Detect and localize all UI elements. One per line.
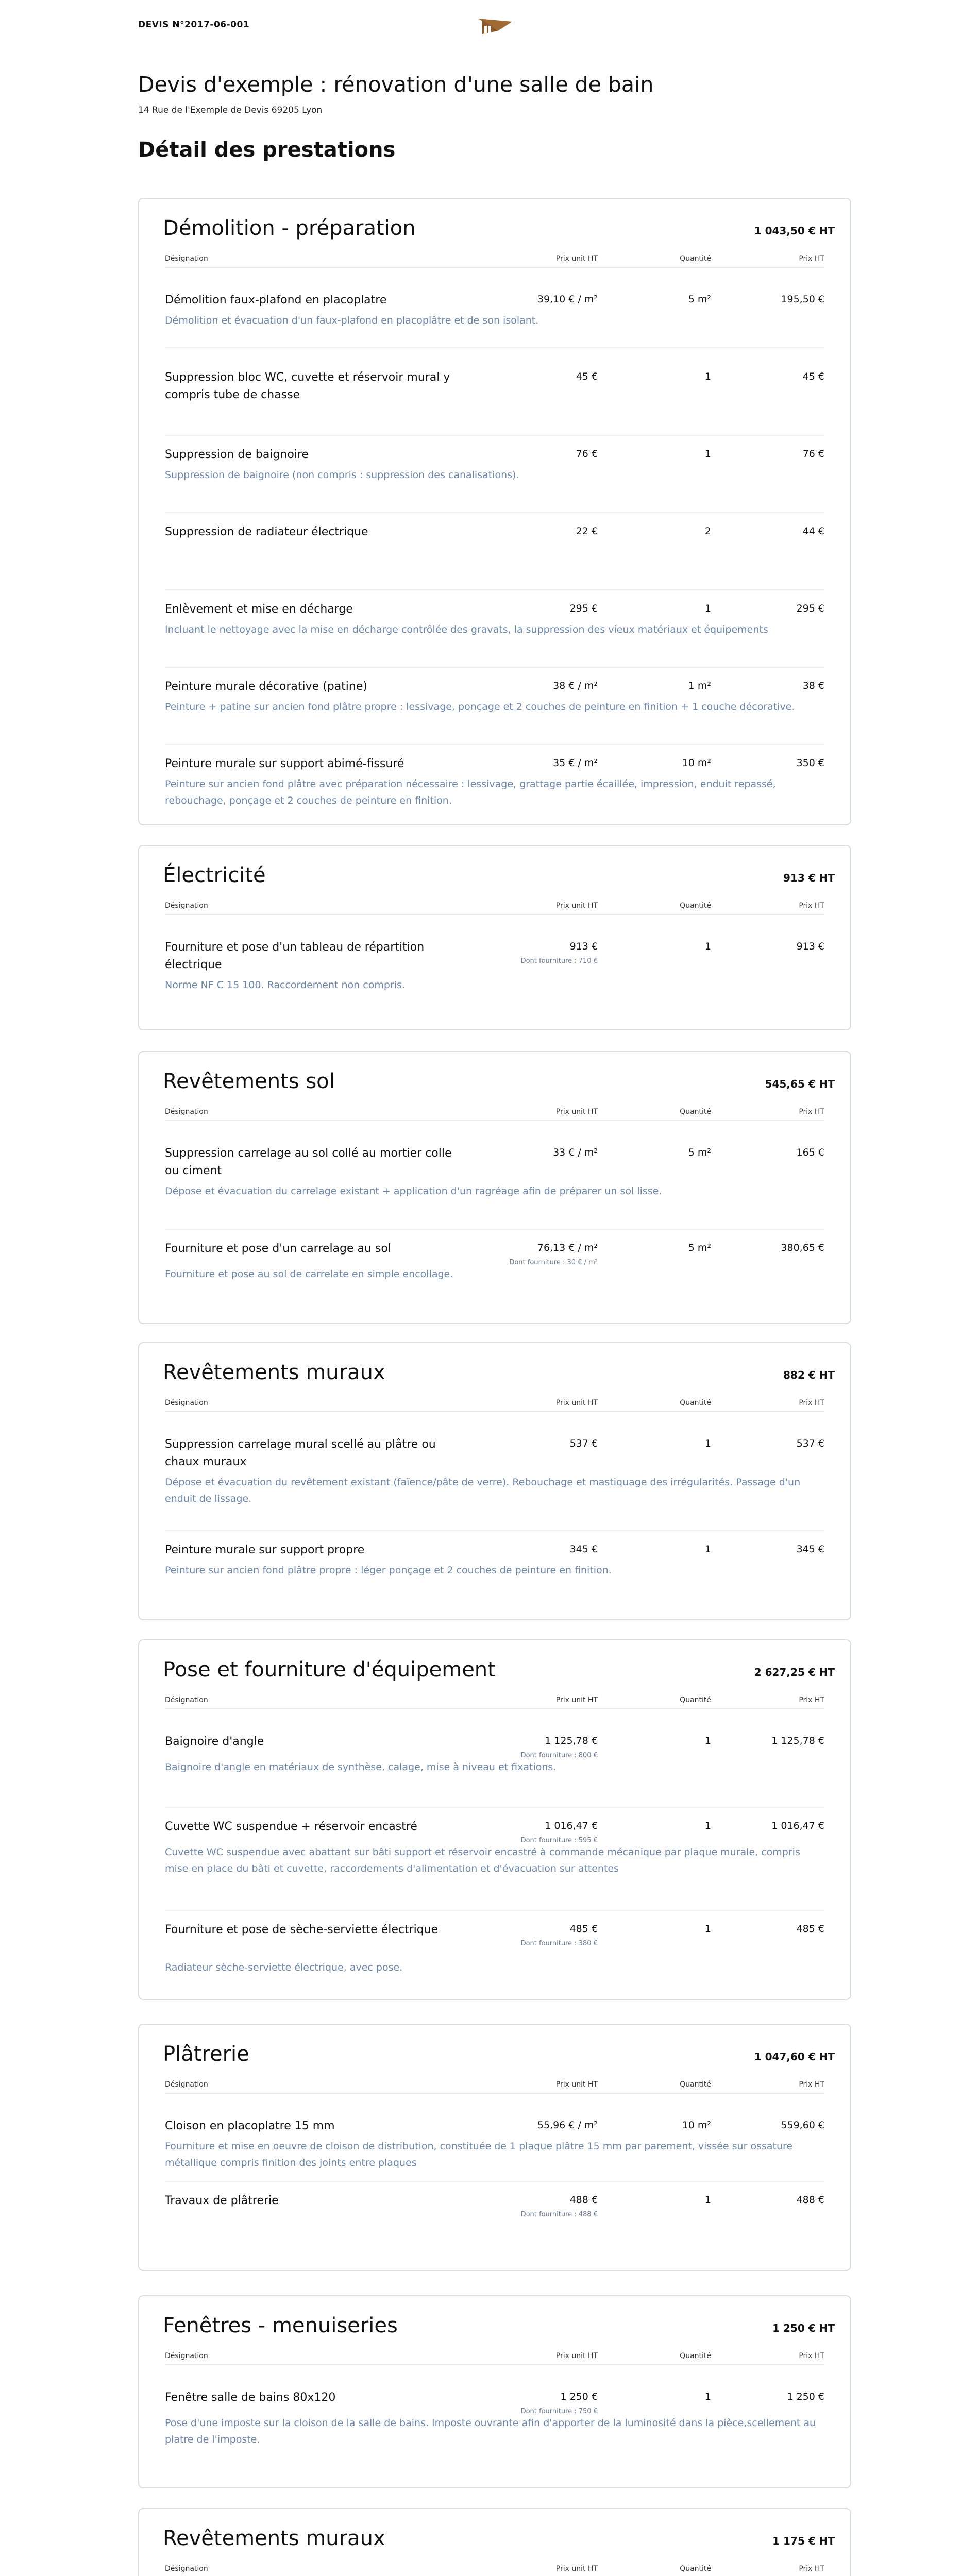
table-row — [165, 601, 824, 668]
item-unit-price: 33 € / m² — [553, 1147, 598, 1158]
section-title: Démolition - préparation — [163, 216, 416, 240]
table-header — [165, 1397, 824, 1412]
quote-number: DEVIS N°2017-06-001 — [138, 20, 250, 30]
item-description: Baignoire d'angle en matériaux de synthèse, calage, mise à niveau et fixations. — [165, 1761, 557, 1773]
item-price: 488 € — [796, 2194, 824, 2206]
column-unit-price: Prix unit HT — [555, 2352, 598, 2360]
table-row — [165, 523, 824, 590]
column-unit-price: Prix unit HT — [555, 1108, 598, 1116]
item-unit-price: 488 € — [569, 2194, 598, 2206]
item-designation: Suppression bloc WC, cuvette et réservoir mural y compris tube de chasse — [165, 371, 450, 401]
item-price: 38 € — [802, 680, 824, 691]
item-description: Dépose et évacuation du revêtement existant (faïence/pâte de verre). Rebouchage et mastiquage des irrégularités. Passage d'un enduit de lissage. — [165, 1477, 801, 1504]
table-row — [165, 755, 824, 822]
section-title: Revêtements sol — [163, 1070, 335, 1093]
item-unit-price: 55,96 € / m² — [537, 2120, 598, 2131]
item-quantity: 1 — [704, 1923, 711, 1935]
item-quantity: 1 — [704, 2194, 711, 2206]
table-header — [165, 1106, 824, 1121]
item-designation: Travaux de plâtrerie — [165, 2194, 279, 2207]
table-header — [165, 2078, 824, 2094]
table-header — [165, 252, 824, 268]
item-designation: Fenêtre salle de bains 80x120 — [165, 2391, 336, 2404]
item-quantity: 1 — [704, 371, 711, 382]
section-total: 1 250 € HT — [772, 2322, 835, 2334]
table-row — [165, 1921, 824, 1993]
table-header — [165, 2350, 824, 2365]
item-quantity: 5 m² — [688, 294, 711, 305]
item-description: Peinture sur ancien fond plâtre propre : léger ponçage et 2 couches de peinture en finition. — [165, 1565, 612, 1576]
item-price: 1 125,78 € — [771, 1735, 824, 1747]
item-quantity: 1 — [704, 1544, 711, 1555]
section-total: 1 043,50 € HT — [754, 225, 835, 237]
item-unit-price: 913 € — [569, 941, 598, 952]
item-description: Peinture + patine sur ancien fond plâtre propre : lessivage, ponçage et 2 couches de peinture en finition + 1 couche décorative. — [165, 701, 795, 713]
item-quantity: 2 — [704, 526, 711, 537]
section-title: Plâtrerie — [163, 2042, 249, 2066]
column-unit-price: Prix unit HT — [555, 1696, 598, 1704]
item-description: Pose d'une imposte sur la cloison de la salle de bains. Imposte ouvrante afin d'apporter de la luminosité dans la pièce,scellement au platre de l'imposte. — [165, 2417, 816, 2445]
section-total: 2 627,25 € HT — [754, 1666, 835, 1679]
item-designation: Peinture murale sur support propre — [165, 1544, 365, 1556]
item-designation: Fourniture et pose d'un carrelage au sol — [165, 1242, 391, 1255]
item-quantity: 10 m² — [682, 2120, 711, 2131]
table-row — [165, 1733, 824, 1808]
item-designation: Cloison en placoplatre 15 mm — [165, 2120, 335, 2132]
column-price: Prix HT — [799, 2080, 824, 2089]
column-designation: Désignation — [165, 2080, 208, 2089]
column-unit-price: Prix unit HT — [555, 255, 598, 263]
item-designation: Cuvette WC suspendue + réservoir encastré — [165, 1820, 417, 1833]
column-designation: Désignation — [165, 2352, 208, 2360]
item-quantity: 1 — [704, 1735, 711, 1747]
section-card — [138, 2508, 851, 2576]
section-header — [163, 2025, 835, 2076]
table-row — [165, 446, 824, 513]
page-title: Devis d'exemple : rénovation d'une salle de bain — [138, 72, 654, 97]
table-row — [165, 292, 824, 348]
item-designation: Suppression de radiateur électrique — [165, 526, 368, 538]
column-quantity: Quantité — [680, 902, 711, 910]
item-unit-price: 76 € — [576, 448, 598, 460]
item-price: 44 € — [802, 526, 824, 537]
section-card — [138, 2295, 851, 2488]
section-card — [138, 2024, 851, 2271]
item-price: 295 € — [796, 603, 824, 614]
item-price: 350 € — [796, 757, 824, 769]
column-unit-price: Prix unit HT — [555, 2080, 598, 2089]
column-quantity: Quantité — [680, 1696, 711, 1704]
item-designation: Peinture murale décorative (patine) — [165, 680, 367, 693]
item-unit-price: 1 016,47 € — [545, 1820, 598, 1832]
item-designation: Fourniture et pose de sèche-serviette électrique — [165, 1923, 439, 1936]
item-supply-note: Dont fourniture : 800 € — [520, 1752, 598, 1759]
house-logo-icon — [477, 15, 513, 37]
table-row — [165, 1436, 824, 1531]
item-quantity: 1 — [704, 603, 711, 614]
column-unit-price: Prix unit HT — [555, 902, 598, 910]
column-designation: Désignation — [165, 2565, 208, 2573]
table-row — [165, 369, 824, 436]
top-bar — [0, 0, 978, 46]
item-quantity: 1 — [704, 448, 711, 460]
item-supply-note: Dont fourniture : 750 € — [520, 2408, 598, 2415]
section-total: 913 € HT — [783, 872, 835, 884]
item-description: Peinture sur ancien fond plâtre avec préparation nécessaire : lessivage, grattage partie écaillée, impression, enduit repassé, rebouchage, ponçage et 2 couches de peinture en finition. — [165, 778, 776, 806]
section-total: 545,65 € HT — [765, 1078, 835, 1090]
section-title: Revêtements muraux — [163, 2527, 385, 2550]
table-header — [165, 900, 824, 915]
section-header — [163, 199, 835, 250]
column-designation: Désignation — [165, 255, 208, 263]
item-designation: Peinture murale sur support abimé-fissuré — [165, 757, 404, 770]
section-total: 1 047,60 € HT — [754, 2050, 835, 2063]
table-row — [165, 939, 824, 1006]
item-description: Norme NF C 15 100. Raccordement non compris. — [165, 979, 405, 991]
item-quantity: 1 m² — [688, 680, 711, 691]
item-price: 1 250 € — [787, 2391, 824, 2402]
column-price: Prix HT — [799, 1696, 824, 1704]
section-card — [138, 1051, 851, 1324]
item-quantity: 1 — [704, 941, 711, 952]
item-designation: Enlèvement et mise en décharge — [165, 603, 353, 616]
item-price: 380,65 € — [781, 1242, 824, 1253]
item-quantity: 1 — [704, 1820, 711, 1832]
item-price: 76 € — [802, 448, 824, 460]
item-designation: Fourniture et pose d'un tableau de répartition électrique — [165, 941, 425, 971]
column-price: Prix HT — [799, 1399, 824, 1407]
item-supply-note: Dont fourniture : 595 € — [520, 1837, 598, 1844]
column-quantity: Quantité — [680, 1399, 711, 1407]
item-unit-price: 345 € — [569, 1544, 598, 1555]
item-unit-price: 485 € — [569, 1923, 598, 1935]
column-quantity: Quantité — [680, 1108, 711, 1116]
column-price: Prix HT — [799, 255, 824, 263]
column-unit-price: Prix unit HT — [555, 1399, 598, 1407]
item-designation: Démolition faux-plafond en placoplatre — [165, 294, 387, 307]
item-quantity: 5 m² — [688, 1242, 711, 1253]
item-description: Cuvette WC suspendue avec abattant sur bâti support et réservoir encastré à commande mécanique par plaque murale, compris mise en place du bâti et cuvette, raccordements d'alimentation et d'évacuation sur attentes — [165, 1846, 800, 1874]
item-designation: Suppression carrelage au sol collé au mortier colle ou ciment — [165, 1147, 452, 1177]
item-unit-price: 1 125,78 € — [545, 1735, 598, 1747]
item-description: Radiateur sèche-serviette électrique, avec pose. — [165, 1962, 403, 1973]
item-description: Démolition et évacuation d'un faux-plafond en placoplâtre et de son isolant. — [165, 315, 539, 326]
column-quantity: Quantité — [680, 2565, 711, 2573]
address: 14 Rue de l'Exemple de Devis 69205 Lyon — [138, 105, 323, 115]
table-header — [165, 1694, 824, 1709]
section-title: Fenêtres - menuiseries — [163, 2314, 398, 2337]
table-row — [165, 1240, 824, 1307]
item-unit-price: 295 € — [569, 603, 598, 614]
quote-header — [138, 72, 859, 115]
item-description: Incluant le nettoyage avec la mise en décharge contrôlée des gravats, la suppression des vieux matériaux et équipements — [165, 624, 768, 635]
item-supply-note: Dont fourniture : 380 € — [520, 1940, 598, 1947]
item-description: Dépose et évacuation du carrelage existant + application d'un ragréage afin de préparer un sol lisse. — [165, 1185, 662, 1197]
item-price: 45 € — [802, 371, 824, 382]
column-quantity: Quantité — [680, 255, 711, 263]
section-header — [163, 2296, 835, 2348]
section-header — [163, 2509, 835, 2561]
item-price: 165 € — [796, 1147, 824, 1158]
item-unit-price: 76,13 € / m² — [537, 1242, 598, 1253]
item-unit-price: 22 € — [576, 526, 598, 537]
item-quantity: 10 m² — [682, 757, 711, 769]
item-unit-price: 537 € — [569, 1438, 598, 1449]
item-quantity: 1 — [704, 2391, 711, 2402]
section-header — [163, 1052, 835, 1104]
column-designation: Désignation — [165, 902, 208, 910]
item-description: Suppression de baignoire (non compris : suppression des canalisations). — [165, 469, 519, 481]
item-supply-note: Dont fourniture : 30 € / m² — [509, 1259, 598, 1266]
table-row — [165, 2389, 824, 2471]
column-price: Prix HT — [799, 2352, 824, 2360]
section-header — [163, 1640, 835, 1692]
section-title: Électricité — [163, 863, 266, 887]
column-designation: Désignation — [165, 1696, 208, 1704]
item-supply-note: Dont fourniture : 488 € — [520, 2211, 598, 2218]
table-row — [165, 1818, 824, 1911]
item-price: 345 € — [796, 1544, 824, 1555]
table-row — [165, 678, 824, 745]
column-unit-price: Prix unit HT — [555, 2565, 598, 2573]
section-card — [138, 1342, 851, 1620]
item-designation: Baignoire d'angle — [165, 1735, 264, 1748]
item-unit-price: 35 € / m² — [553, 757, 598, 769]
item-price: 195,50 € — [781, 294, 824, 305]
column-quantity: Quantité — [680, 2352, 711, 2360]
table-row — [165, 1541, 824, 1603]
table-header — [165, 2563, 824, 2576]
section-title: Pose et fourniture d'équipement — [163, 1658, 496, 1682]
section-header — [163, 846, 835, 897]
item-unit-price: 39,10 € / m² — [537, 294, 598, 305]
item-unit-price: 1 250 € — [560, 2391, 598, 2402]
item-price: 537 € — [796, 1438, 824, 1449]
section-header — [163, 1343, 835, 1395]
section-title: Revêtements muraux — [163, 1361, 385, 1384]
column-price: Prix HT — [799, 902, 824, 910]
table-row — [165, 1145, 824, 1230]
column-designation: Désignation — [165, 1399, 208, 1407]
column-designation: Désignation — [165, 1108, 208, 1116]
item-designation: Suppression de baignoire — [165, 448, 309, 461]
table-row — [165, 2192, 824, 2254]
section-card — [138, 198, 851, 825]
item-description: Fourniture et pose au sol de carrelate en simple encollage. — [165, 1268, 453, 1280]
item-supply-note: Dont fourniture : 710 € — [520, 957, 598, 965]
column-price: Prix HT — [799, 2565, 824, 2573]
item-price: 913 € — [796, 941, 824, 952]
section-heading: Détail des prestations — [138, 138, 396, 162]
section-total: 882 € HT — [783, 1369, 835, 1381]
section-card — [138, 1639, 851, 2000]
section-total: 1 175 € HT — [772, 2535, 835, 2547]
table-row — [165, 2117, 824, 2182]
item-description: Fourniture et mise en oeuvre de cloison de distribution, constituée de 1 plaque plâtre 15 mm par parement, vissée sur ossature métallique compris finition des joints entre plaques — [165, 2141, 793, 2168]
item-price: 559,60 € — [781, 2120, 824, 2131]
column-price: Prix HT — [799, 1108, 824, 1116]
section-card — [138, 845, 851, 1030]
item-designation: Suppression carrelage mural scellé au plâtre ou chaux muraux — [165, 1438, 436, 1468]
item-quantity: 5 m² — [688, 1147, 711, 1158]
item-price: 485 € — [796, 1923, 824, 1935]
item-price: 1 016,47 € — [771, 1820, 824, 1832]
item-quantity: 1 — [704, 1438, 711, 1449]
column-quantity: Quantité — [680, 2080, 711, 2089]
item-unit-price: 38 € / m² — [553, 680, 598, 691]
item-unit-price: 45 € — [576, 371, 598, 382]
